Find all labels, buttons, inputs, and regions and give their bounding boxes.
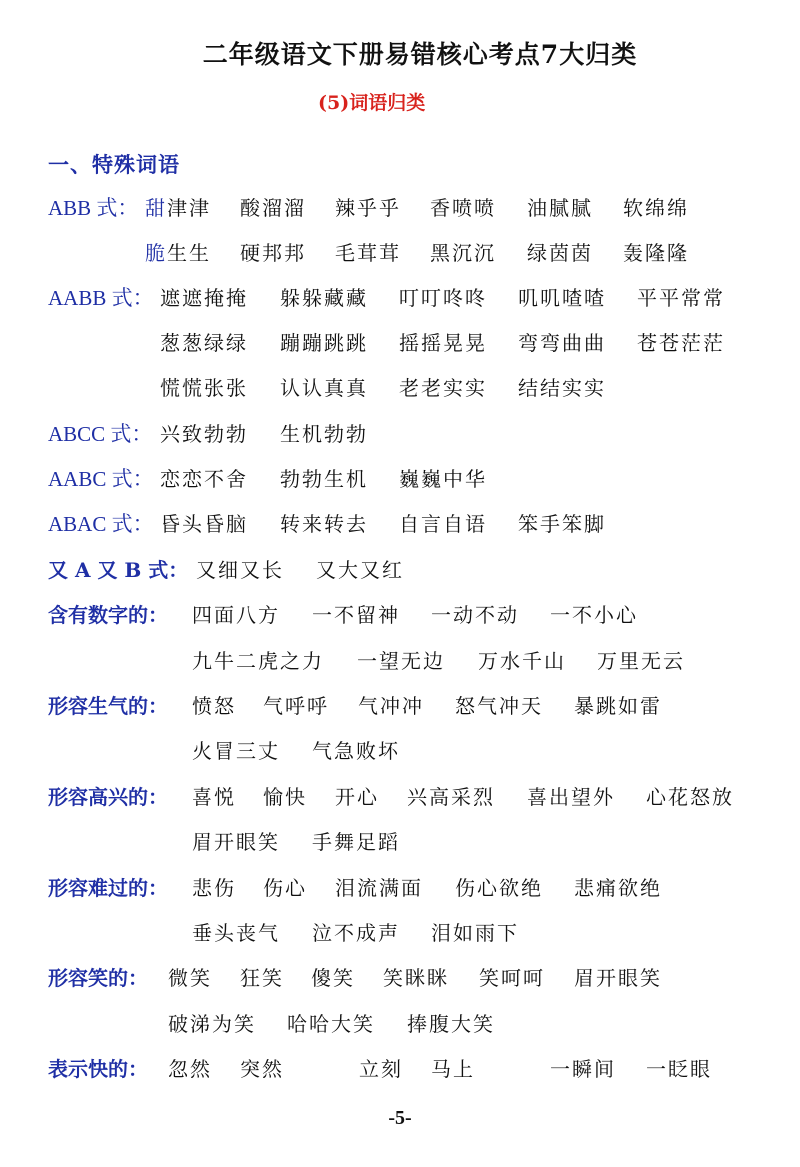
word: 勃勃生机 [280,467,368,491]
word: 哈哈大笑 [287,1012,375,1036]
abac-label: ABAC 式： [48,512,154,536]
word: 一不留神 [312,603,400,627]
word: 叽叽喳喳 [518,286,606,310]
word: 毛茸茸 [335,241,401,265]
word: 结结实实 [518,376,606,400]
word: 又大又红 [316,558,404,582]
word: 叮叮咚咚 [399,286,487,310]
word: 突然 [240,1057,284,1081]
word: 辣乎乎 [335,196,401,220]
numbers-label: 含有数字的： [48,603,168,627]
word: 悲伤 [192,876,236,900]
word: 兴高采烈 [407,785,495,809]
word: 九牛二虎之力 [192,649,324,673]
word: 躲躲藏藏 [280,286,368,310]
word: 伤心 [263,876,307,900]
word: 狂笑 [240,966,284,990]
word: 悲痛欲绝 [574,876,662,900]
page-number: -5- [388,1107,412,1129]
word: 怒气冲天 [455,694,543,718]
word: 笑眯眯 [383,966,449,990]
word: 气冲冲 [358,694,424,718]
word: 笑呵呵 [479,966,545,990]
word: 硬邦邦 [240,241,306,265]
fast-label: 表示快的： [48,1057,148,1081]
word: 苍苍茫茫 [637,331,725,355]
word: 弯弯曲曲 [518,331,606,355]
laugh-label: 形容笑的： [48,966,148,990]
aabc-label: AABC 式： [48,467,154,491]
word: 巍巍中华 [399,467,487,491]
word: 昏头昏脑 [160,512,248,536]
word: 万里无云 [597,649,685,673]
word: 喜出望外 [527,785,615,809]
word: 泣不成声 [312,921,400,945]
abb-label: ABB 式： [48,196,139,220]
word: 泪流满面 [335,876,423,900]
word: 泪如雨下 [431,921,519,945]
youyou-label: 又 A 又 B 式： [48,558,189,582]
word: 喜悦 [192,785,236,809]
word: 笨手笨脚 [518,512,606,536]
angry-label: 形容生气的： [48,694,168,718]
word: 绿茵茵 [527,241,593,265]
page-subtitle: (5)词语归类 [318,92,426,114]
word: 平平常常 [637,286,725,310]
section-heading: 一、特殊词语 [48,152,180,177]
word: 一动不动 [431,603,519,627]
word: 万水千山 [478,649,566,673]
word: 酸溜溜 [240,196,306,220]
word: 傻笑 [311,966,355,990]
word: 香喷喷 [430,196,496,220]
word: 开心 [335,785,379,809]
word: 垂头丧气 [192,921,280,945]
word: 心花怒放 [646,785,734,809]
word: 脆生生 [145,241,211,265]
word: 眉开眼笑 [574,966,662,990]
word: 甜津津 [145,196,211,220]
word: 伤心欲绝 [455,876,543,900]
abcc-label: ABCC 式： [48,422,153,446]
word: 一望无边 [357,649,445,673]
word: 轰隆隆 [623,241,689,265]
word: 自言自语 [399,512,487,536]
word: 又细又长 [196,558,284,582]
word: 愉快 [263,785,307,809]
word: 老老实实 [399,376,487,400]
word: 火冒三丈 [192,739,280,763]
happy-label: 形容高兴的： [48,785,168,809]
word: 微笑 [168,966,212,990]
word: 马上 [431,1057,475,1081]
word: 油腻腻 [527,196,593,220]
word: 四面八方 [192,603,280,627]
word: 气急败坏 [312,739,400,763]
word: 破涕为笑 [168,1012,256,1036]
word: 立刻 [359,1057,403,1081]
word: 一不小心 [550,603,638,627]
word: 愤怒 [192,694,236,718]
word: 忽然 [168,1057,212,1081]
word: 生机勃勃 [280,422,368,446]
word: 一眨眼 [646,1057,712,1081]
word: 手舞足蹈 [312,830,400,854]
word: 兴致勃勃 [160,422,248,446]
aabb-label: AABB 式： [48,286,154,310]
word: 慌慌张张 [160,376,248,400]
word: 暴跳如雷 [574,694,662,718]
word: 转来转去 [280,512,368,536]
word: 认认真真 [280,376,368,400]
word: 遮遮掩掩 [160,286,248,310]
sad-label: 形容难过的： [48,876,168,900]
page-title: 二年级语文下册易错核心考点7大归类 [202,40,638,69]
word: 一瞬间 [550,1057,616,1081]
word: 捧腹大笑 [407,1012,495,1036]
word: 眉开眼笑 [192,830,280,854]
word: 软绵绵 [623,196,689,220]
word: 黑沉沉 [430,241,496,265]
word: 恋恋不舍 [160,467,248,491]
word: 蹦蹦跳跳 [280,331,368,355]
word: 气呼呼 [263,694,329,718]
word: 摇摇晃晃 [399,331,487,355]
word: 葱葱绿绿 [160,331,248,355]
